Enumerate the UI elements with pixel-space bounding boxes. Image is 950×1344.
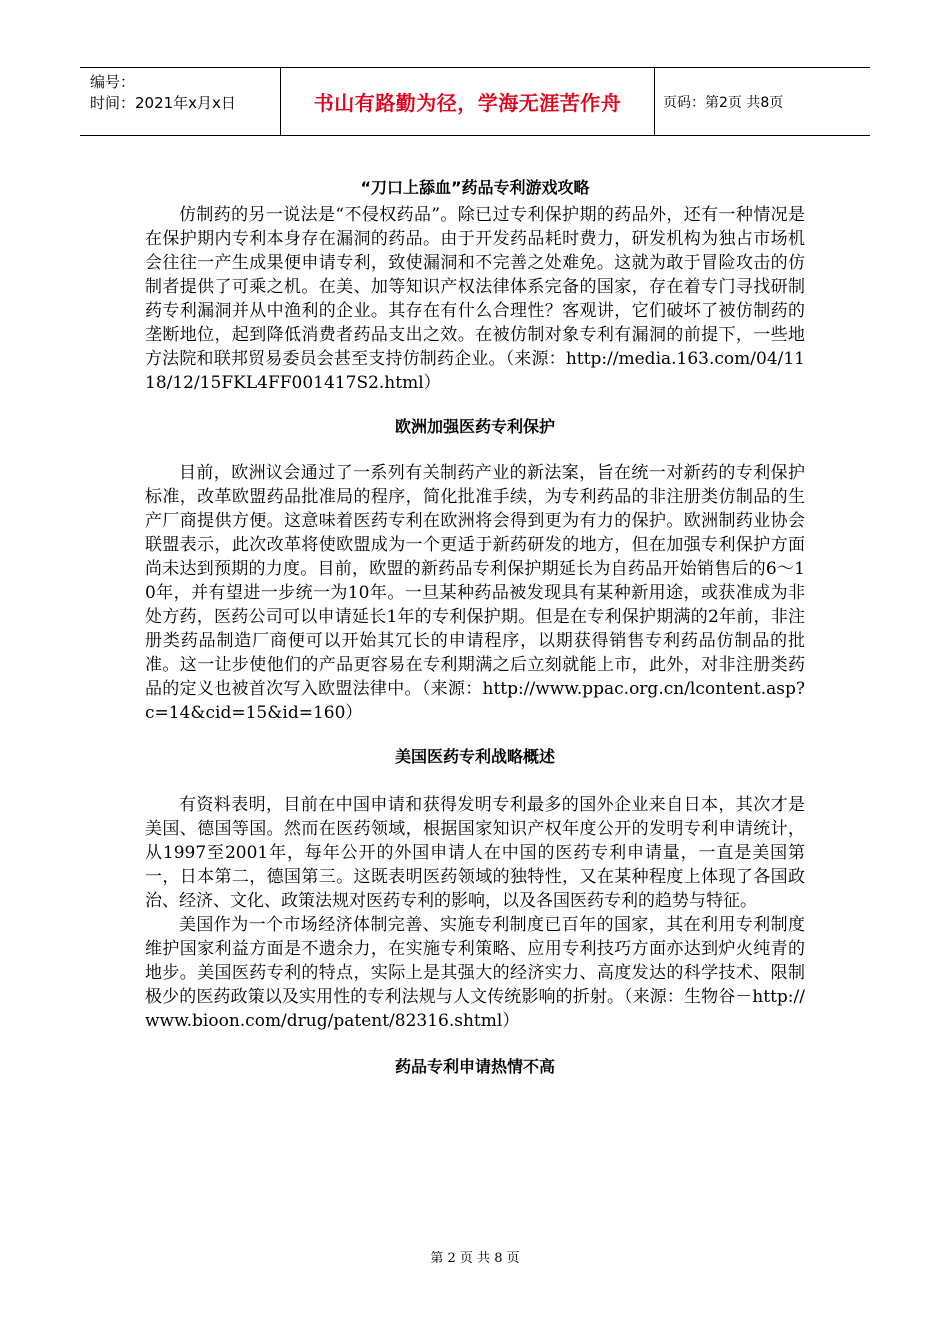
section-title: “刀口上舔血”药品专利游戏攻略 xyxy=(360,178,590,197)
section-paragraph: 目前，欧洲议会通过了一系列有关制药产业的新法案，旨在统一对新药的专利保护标准，改革欧盟药品批准局的程序，简化批准手续，为专利药品的非注册类仿制品的生产厂商提供方便。这意味着医药专利在欧洲将会得到更为有力的保护。欧洲制药业协会联盟表示，此次改革将使欧盟成为一个更适于新药研发的地方，但在加强专利保护方面尚未达到预期的力度。目前，欧盟的新药品专利保护期延长为自药品开始销售后的6～10年，并有望进一步统一为10年。一旦某种药品被发现具有某种新用途，或获准成为非处方药，医药公司可以申请延长1年的专利保护期。但是在专利保护期满的2年前，非注册类药品制造厂商便可以开始其冗长的申请程序，以期获得销售专利药品仿制品的批准。这一让步使他们的产品更容易在专利期满之后立刻就能上市，此外，对非注册类药品的定义也被首次写入欧盟法律中。（来源：http://www.ppac.org.cn/lcontent.asp?c=14&cid=15&id=160） xyxy=(145,463,805,723)
section-title: 药品专利申请热情不高 xyxy=(394,1057,555,1076)
section-paragraph: 有资料表明，目前在中国申请和获得发明专利最多的国外企业来自日本，其次才是美国、德国等国。然而在医药领域，根据国家知识产权年度公开的发明专利申请统计，从1997至2001年，每年公开的外国申请人在中国的医药专利申请量，一直是美国第一，日本第二，德国第三。这既表明医药领域的独特性，又在某种程度上体现了各国政治、经济、文化、政策法规对医药专利的影响，以及各国医药专利的趋势与特征。 xyxy=(145,795,805,911)
header-meta xyxy=(80,68,281,135)
section-title: 美国医药专利战略概述 xyxy=(394,747,555,766)
section-paragraph: 美国作为一个市场经济体制完善、实施专利制度已百年的国家，其在利用专利制度维护国家利益方面是不遗余力，在实施专利策略、应用专利技巧方面亦达到炉火纯青的地步。美国医药专利的特点，实际上是其强大的经济实力、高度发达的科学技术、限制极少的医药政策以及实用性的专利法规与人文传统影响的折射。（来源：生物谷－http://www.bioon.com/drug/patent/82316.shtml） xyxy=(145,915,805,1031)
header-motto: 书山有路勤为径，学海无涯苦作舟 xyxy=(281,68,655,135)
page-footer: 第 2 页 共 8 页 xyxy=(430,1251,520,1266)
section-title: 欧洲加强医药专利保护 xyxy=(394,417,555,436)
header-page-info: 页码：第2页 共8页 xyxy=(663,94,784,111)
section-paragraph: 仿制药的另一说法是“不侵权药品”。除已过专利保护期的药品外，还有一种情况是在保护期内专利本身存在漏洞的药品。由于开发药品耗时费力，研发机构为独占市场机会往往一产生成果便申请专利，致使漏洞和不完善之处难免。这就为敢于冒险攻击的仿制者提供了可乘之机。在美、加等知识产权法律体系完备的国家，存在着专门寻找研制药专利漏洞并从中渔利的企业。其存在有什么合理性？客观讲，它们破坏了被仿制药的垄断地位，起到降低消费者药品支出之效。在被仿制对象专利有漏洞的前提下，一些地方法院和联邦贸易委员会甚至支持仿制药企业。（来源：http://media.163.com/04/1118/12/15FKL4FF001417S2.html） xyxy=(145,205,805,393)
document-header xyxy=(80,67,870,136)
document-body xyxy=(145,176,805,1079)
document-date: 时间：2021年x月x日 xyxy=(90,94,236,112)
document-number: 编号： xyxy=(90,73,136,91)
